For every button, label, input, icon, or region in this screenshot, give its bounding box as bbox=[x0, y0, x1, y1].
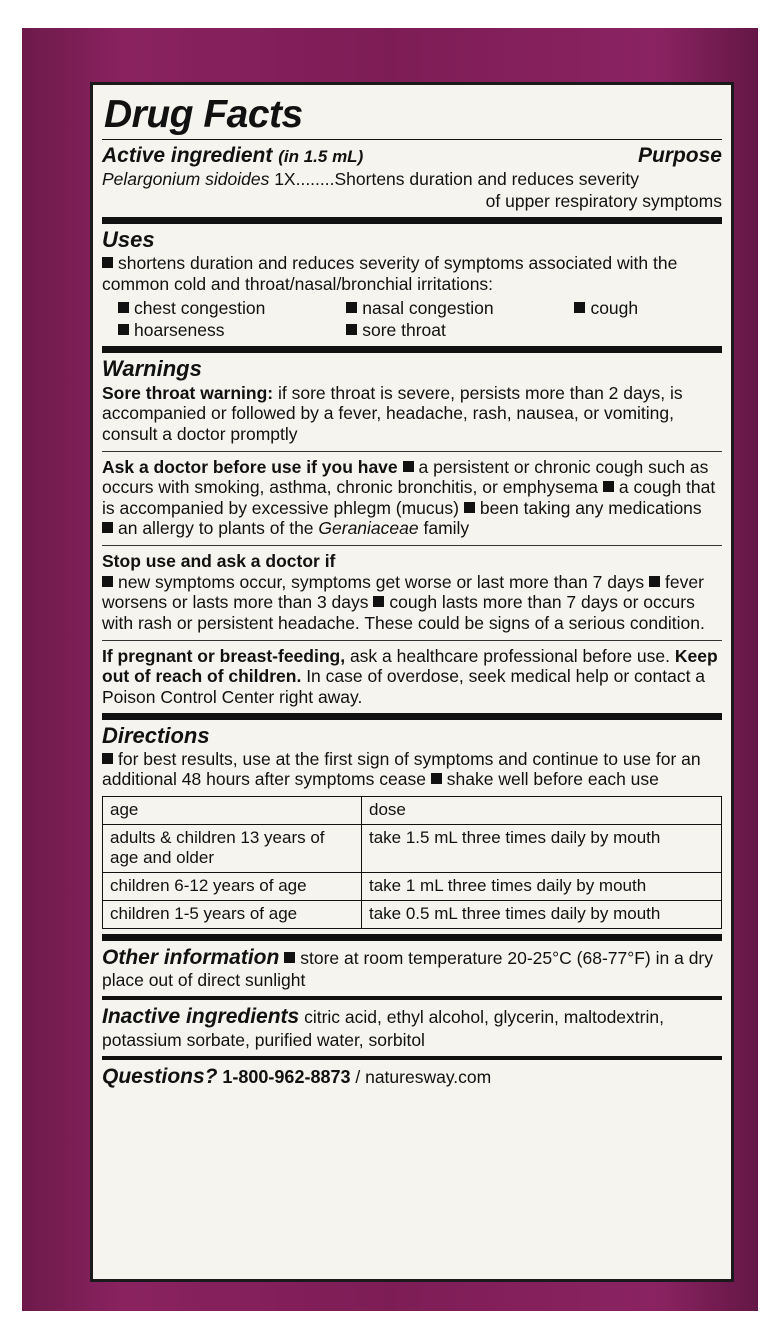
bullet-square-icon bbox=[346, 302, 357, 313]
pregnant-keepout-block bbox=[102, 646, 722, 708]
warnings-header: Warnings bbox=[102, 356, 202, 382]
uses-item-label: cough bbox=[590, 297, 639, 318]
bullet-square-icon bbox=[102, 257, 113, 268]
table-cell-dose: take 0.5 mL three times daily by mouth bbox=[362, 901, 722, 929]
bullet-square-icon bbox=[118, 302, 129, 313]
warnings-section bbox=[102, 357, 722, 707]
table-cell-age: children 6-12 years of age bbox=[103, 873, 362, 901]
inactive-ingredients-text: citric acid, ethyl alcohol, glycerin, maltodextrin, potassium sorbate, purified water, sorbitol bbox=[102, 1007, 664, 1050]
bullet-square-icon bbox=[118, 324, 129, 335]
divider-ask-doctor bbox=[102, 451, 722, 452]
uses-item-label: nasal congestion bbox=[362, 297, 494, 318]
keep-out-label: Keep out of reach of children. bbox=[102, 645, 718, 687]
sore-throat-label: Sore throat warning: bbox=[102, 382, 274, 403]
table-cell-age: adults & children 13 years of age and older bbox=[103, 825, 362, 873]
uses-row-1 bbox=[102, 297, 722, 319]
ingredient-name: Pelargonium sidoides bbox=[102, 169, 270, 190]
ask-doctor-item-2: a cough that is accompanied by excessive phlegm (mucus) bbox=[102, 477, 716, 518]
divider-other-info bbox=[102, 934, 722, 941]
uses-row-2 bbox=[102, 319, 722, 341]
bullet-square-icon bbox=[431, 773, 442, 784]
bullet-square-icon bbox=[403, 461, 414, 472]
uses-lead-text: shortens duration and reduces severity of symptoms associated with the common cold and throat/nasal/bronchial irritations: bbox=[102, 253, 678, 294]
divider-pregnant bbox=[102, 640, 722, 641]
keep-out-text: In case of overdose, seek medical help or contact a Poison Control Center right away. bbox=[102, 666, 706, 707]
bullet-square-icon bbox=[464, 502, 475, 513]
ask-doctor-item-4a: an allergy to plants of the bbox=[118, 518, 319, 539]
stop-use-block bbox=[102, 551, 722, 634]
ingredient-purpose-line1: Shortens duration and reduces severity bbox=[334, 169, 639, 190]
uses-item bbox=[346, 319, 574, 341]
directions-header: Directions bbox=[102, 722, 210, 748]
active-ingredient-label: Active ingredient bbox=[102, 144, 273, 167]
stop-use-item-3: cough lasts more than 7 days or occurs with rash or persistent headache. These could be signs of a serious condition. bbox=[102, 592, 705, 633]
questions-section bbox=[102, 1064, 722, 1089]
active-ingredient-qualifier: (in 1.5 mL) bbox=[278, 147, 364, 166]
ingredient-strength: 1X........ bbox=[269, 169, 335, 190]
purpose-header: Purpose bbox=[637, 144, 722, 167]
questions-header: Questions? bbox=[102, 1064, 218, 1088]
bullet-square-icon bbox=[284, 952, 295, 963]
dosage-table bbox=[102, 796, 722, 929]
stop-use-items bbox=[102, 572, 722, 634]
table-row bbox=[103, 873, 722, 901]
sore-throat-warning bbox=[102, 383, 722, 445]
other-information-section bbox=[102, 945, 722, 991]
bullet-square-icon bbox=[102, 576, 113, 587]
divider-uses bbox=[102, 217, 722, 224]
ask-doctor-item-4-family: Geraniaceae bbox=[318, 518, 419, 539]
directions-item-2: shake well before each use bbox=[446, 769, 659, 790]
table-row bbox=[103, 901, 722, 929]
divider-warnings bbox=[102, 346, 722, 353]
page-title: Drug Facts bbox=[104, 93, 303, 136]
package-background bbox=[22, 28, 758, 1311]
bullet-square-icon bbox=[102, 522, 113, 533]
stop-use-item-1: new symptoms occur, symptoms get worse or last more than 7 days bbox=[118, 571, 645, 592]
divider-stop-use bbox=[102, 545, 722, 546]
uses-item-label: sore throat bbox=[362, 320, 446, 340]
ask-doctor-item-3: been taking any medications bbox=[479, 497, 702, 518]
uses-header: Uses bbox=[102, 227, 155, 253]
table-row bbox=[103, 825, 722, 873]
uses-item-label: chest congestion bbox=[134, 297, 266, 318]
table-header-age: age bbox=[103, 797, 362, 825]
uses-item bbox=[118, 319, 346, 341]
questions-website[interactable]: / naturesway.com bbox=[350, 1066, 492, 1087]
questions-phone[interactable]: 1-800-962-8873 bbox=[222, 1066, 351, 1087]
directions-section bbox=[102, 724, 722, 930]
stop-use-label: Stop use and ask a doctor if bbox=[102, 551, 336, 572]
uses-item bbox=[118, 297, 346, 319]
directions-item-1: for best results, use at the first sign of symptoms and continue to use for an additional 48 hours after symptoms cease bbox=[102, 748, 701, 790]
divider-questions bbox=[102, 1056, 722, 1060]
ask-doctor-block bbox=[102, 457, 722, 540]
directions-text bbox=[102, 749, 722, 790]
divider-title bbox=[102, 139, 722, 140]
bullet-square-icon bbox=[574, 302, 585, 313]
pregnant-label: If pregnant or breast-feeding, bbox=[102, 645, 346, 666]
table-header-row bbox=[103, 797, 722, 825]
bullet-square-icon bbox=[649, 576, 660, 587]
drug-facts-panel bbox=[90, 82, 734, 1282]
pregnant-text: ask a healthcare professional before use. bbox=[345, 645, 675, 666]
ask-doctor-label: Ask a doctor before use if you have bbox=[102, 456, 398, 477]
bullet-square-icon bbox=[346, 324, 357, 335]
ingredient-purpose-line2: of upper respiratory symptoms bbox=[485, 191, 722, 212]
table-cell-dose: take 1.5 mL three times daily by mouth bbox=[362, 825, 722, 873]
uses-item bbox=[574, 297, 722, 319]
ask-doctor-item-1: a persistent or chronic cough such as occurs with smoking, asthma, chronic bronchitis, or emphysema bbox=[102, 456, 709, 498]
ask-doctor-item-4b: family bbox=[418, 518, 470, 539]
table-cell-dose: take 1 mL three times daily by mouth bbox=[362, 873, 722, 901]
active-ingredient-section bbox=[102, 144, 722, 212]
divider-inactive bbox=[102, 996, 722, 1000]
uses-item-label: hoarseness bbox=[134, 320, 225, 340]
uses-item bbox=[346, 297, 574, 319]
sore-throat-text: if sore throat is severe, persists more than 2 days, is accompanied or followed by a fever, headache, rash, nausea, or vomiting, consult a doctor promptly bbox=[102, 382, 683, 444]
bullet-square-icon bbox=[603, 481, 614, 492]
stop-use-item-2: fever worsens or lasts more than 3 days bbox=[102, 571, 704, 613]
other-information-header: Other information bbox=[102, 946, 280, 970]
uses-lead bbox=[102, 253, 722, 294]
inactive-ingredients-section bbox=[102, 1004, 722, 1050]
other-information-text: store at room temperature 20-25°C (68-77°F) in a dry place out of direct sunlight bbox=[102, 948, 713, 991]
bullet-square-icon bbox=[373, 596, 384, 607]
active-ingredient-line bbox=[102, 169, 722, 190]
uses-items bbox=[102, 297, 722, 342]
table-header-dose: dose bbox=[362, 797, 722, 825]
bullet-square-icon bbox=[102, 753, 113, 764]
divider-directions bbox=[102, 713, 722, 720]
uses-section bbox=[102, 228, 722, 341]
table-cell-age: children 1-5 years of age bbox=[103, 901, 362, 929]
active-ingredient-header bbox=[102, 144, 363, 168]
inactive-ingredients-header: Inactive ingredients bbox=[102, 1005, 300, 1029]
